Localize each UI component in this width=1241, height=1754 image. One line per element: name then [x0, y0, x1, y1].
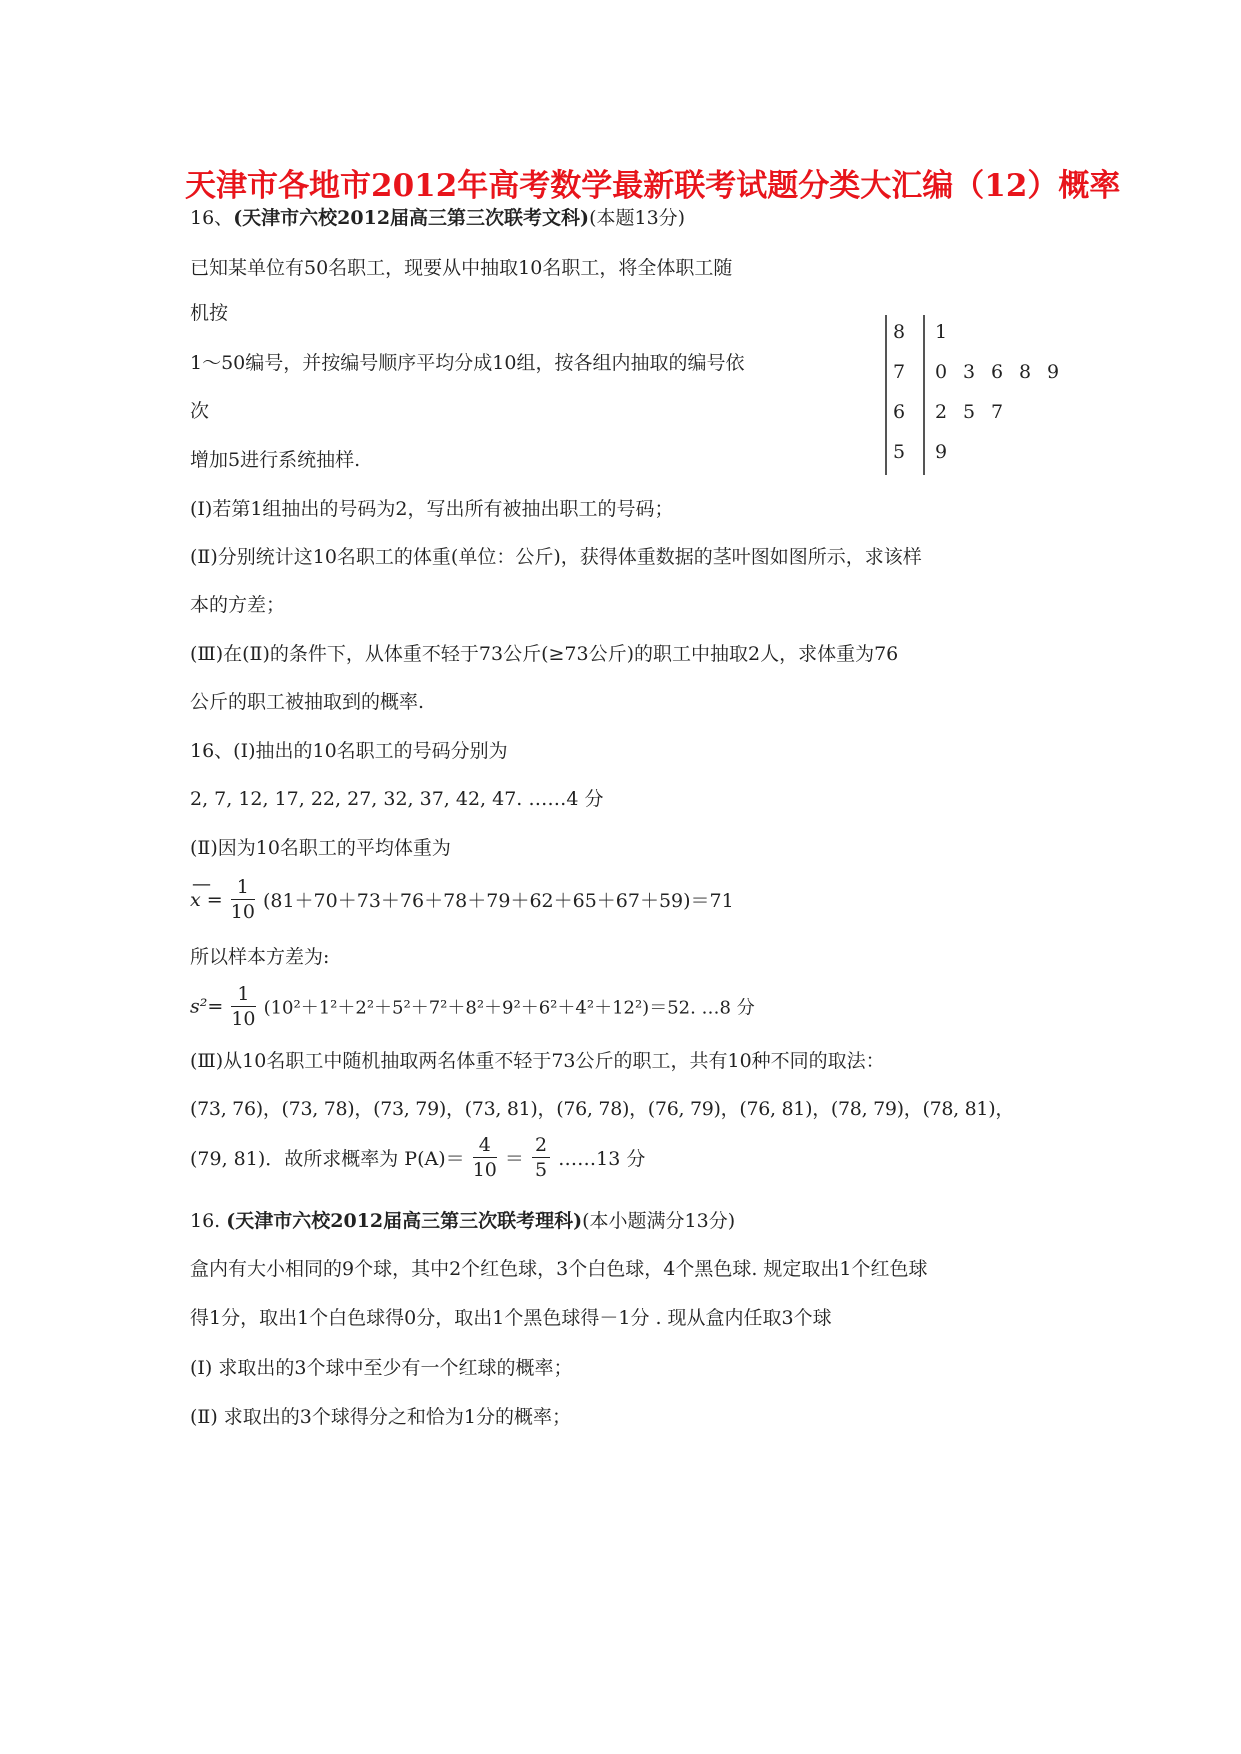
leaf-values — [935, 361, 1075, 383]
prob-denominator-1: 10 — [472, 1159, 497, 1181]
solution1-variance-label: 所以样本方差为: — [190, 946, 330, 968]
stem-leaf-row — [885, 321, 1085, 351]
problem2-header — [190, 1208, 735, 1234]
stem-value: 8 — [893, 321, 906, 343]
mean-lhs-text: x = — [190, 888, 223, 911]
stem-leaf-row — [885, 401, 1085, 431]
solution1-line1: 16、(Ⅰ)抽出的10名职工的号码分别为 — [190, 740, 508, 762]
leaf: 8 — [1019, 361, 1032, 383]
stem-leaf-row — [885, 361, 1085, 391]
mean-numerator: 1 — [231, 875, 255, 900]
probability-fraction-1 — [473, 1133, 497, 1182]
problem1-text-4: 次 — [190, 400, 210, 422]
probability-fraction-2 — [532, 1133, 550, 1182]
mean-rhs: (81＋70＋73＋76＋78＋79＋62＋65＋67＋59)＝71 — [262, 890, 734, 912]
solution1-numbers: 2, 7, 12, 17, 22, 27, 32, 37, 42, 47. ……4 分 — [190, 788, 604, 810]
mean-lhs — [190, 872, 223, 911]
leaf: 0 — [935, 361, 948, 383]
problem1-part3-cont: 公斤的职工被抽取到的概率. — [190, 691, 425, 713]
leaf: 6 — [991, 361, 1004, 383]
prob-denominator-2: 5 — [534, 1159, 548, 1181]
stem-leaf-row — [885, 441, 1085, 471]
leaf: 3 — [963, 361, 976, 383]
leaf-values — [935, 441, 963, 463]
problem2-part2: (Ⅱ) 求取出的3个球得分之和恰为1分的概率； — [190, 1406, 571, 1428]
leaf: 7 — [991, 401, 1004, 423]
solution1-pairs: (73, 76)，(73, 78)，(73, 79)，(73, 81)，(76, 78)，(76, 79)，(76, 81)，(78, 79)，(78, 81)， — [190, 1098, 1015, 1120]
probability-score: ……13 分 — [558, 1148, 646, 1170]
page-title: 天津市各地市2012年高考数学最新联考试题分类大汇编（12）概率 — [185, 168, 1121, 204]
variance-denominator: 10 — [231, 1008, 256, 1030]
variance-lhs: s²= — [190, 995, 224, 1018]
variance-formula — [190, 982, 755, 1038]
problem2-source: (天津市六校2012届高三第三次联考理科) — [226, 1210, 583, 1232]
variance-fraction — [231, 982, 255, 1031]
leaf-values — [935, 401, 1019, 423]
stem-value: 5 — [893, 441, 906, 463]
stem-leaf-plot — [885, 315, 1085, 475]
problem1-text-1: 已知某单位有50名职工，现要从中抽取10名职工，将全体职工随 — [190, 257, 733, 279]
problem1-number: 16、 — [190, 207, 234, 229]
problem1-part2: (Ⅱ)分别统计这10名职工的体重(单位：公斤)，获得体重数据的茎叶图如图所示，求该样 — [190, 546, 922, 568]
solution1-part3: (Ⅲ)从10名职工中随机抽取两名体重不轻于73公斤的职工，共有10种不同的取法： — [190, 1050, 885, 1072]
variance-rhs: (10²＋1²＋2²＋5²＋7²＋8²＋9²＋6²＋4²＋12²)＝52. …8 分 — [263, 997, 755, 1019]
problem2-text-1: 盒内有大小相同的9个球，其中2个红色球，3个白色球，4个黑色球. 规定取出1个红色球 — [190, 1258, 928, 1280]
solution1-line3: (Ⅱ)因为10名职工的平均体重为 — [190, 837, 451, 859]
problem1-part1: (Ⅰ)若第1组抽出的号码为2，写出所有被抽出职工的号码； — [190, 498, 674, 520]
problem1-part3: (Ⅲ)在(Ⅱ)的条件下，从体重不轻于73公斤(≥73公斤)的职工中抽取2人，求体重为76 — [190, 643, 899, 665]
stem-value: 6 — [893, 401, 906, 423]
leaf: 9 — [935, 441, 948, 463]
leaf: 1 — [935, 321, 948, 343]
mean-formula — [190, 872, 734, 931]
variance-numerator: 1 — [231, 982, 255, 1007]
probability-equals: ＝ — [504, 1148, 524, 1170]
mean-denominator: 10 — [230, 901, 255, 923]
problem1-text-3: 1～50编号，并按编号顺序平均分成10组，按各组内抽取的编号依 — [190, 352, 745, 374]
probability-formula — [190, 1133, 645, 1189]
problem1-text-2: 机按 — [190, 302, 229, 324]
problem1-text-5: 增加5进行系统抽样. — [190, 449, 361, 471]
problem1-part2-cont: 本的方差； — [190, 594, 286, 616]
stem-value: 7 — [893, 361, 906, 383]
mean-fraction — [231, 875, 255, 924]
problem2-text-2: 得1分，取出1个白色球得0分，取出1个黑色球得－1分 . 现从盒内任取3个球 — [190, 1307, 832, 1329]
bar-mark: — — [192, 872, 211, 895]
leaf-values — [935, 321, 963, 343]
problem1-source: (天津市六校2012届高三第三次联考文科) — [233, 207, 590, 229]
prob-numerator-1: 4 — [473, 1133, 497, 1158]
problem1-header — [190, 205, 685, 231]
problem2-score: (本小题满分13分) — [582, 1210, 736, 1232]
leaf: 5 — [963, 401, 976, 423]
leaf: 2 — [935, 401, 948, 423]
probability-pre: (79, 81)．故所求概率为 P(A)＝ — [190, 1148, 465, 1170]
leaf: 9 — [1047, 361, 1060, 383]
problem2-number: 16. — [190, 1210, 221, 1232]
problem2-part1: (Ⅰ) 求取出的3个球中至少有一个红球的概率； — [190, 1357, 573, 1379]
prob-numerator-2: 2 — [532, 1133, 550, 1158]
problem1-score: (本题13分) — [589, 207, 686, 229]
